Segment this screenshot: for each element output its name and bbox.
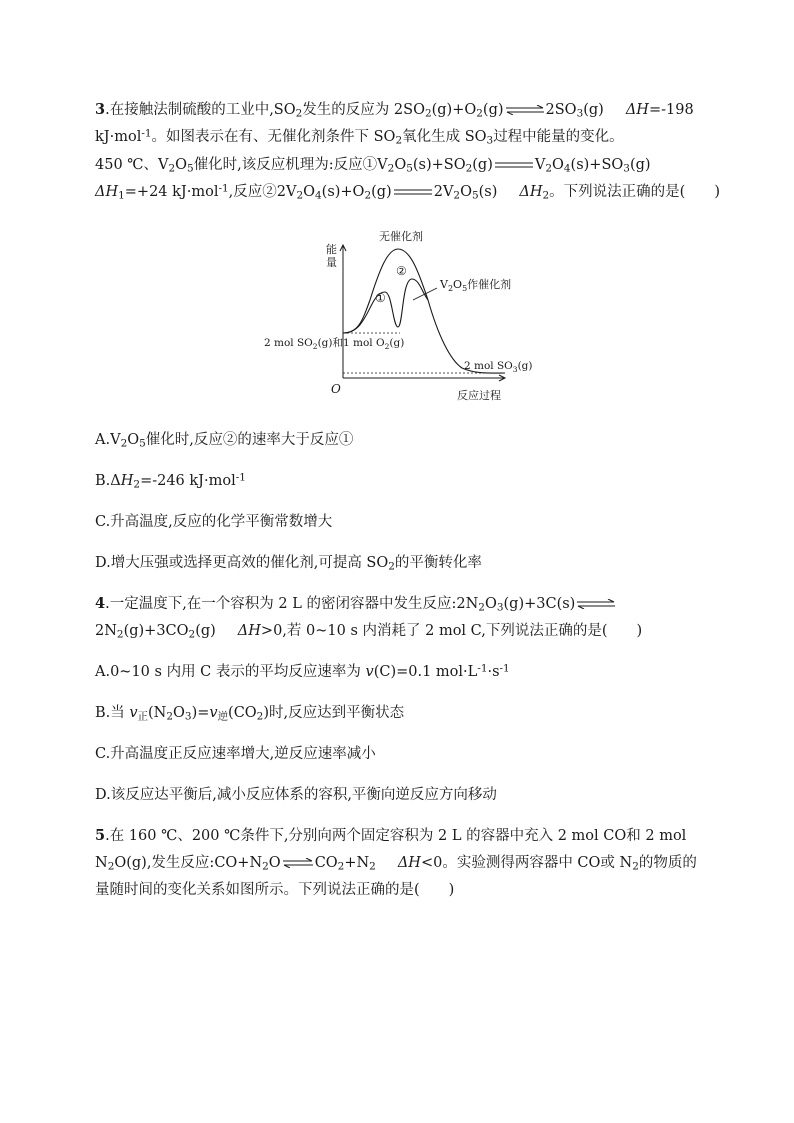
q3-text: (s) (478, 184, 498, 200)
q3-text: =-198 (648, 102, 694, 118)
q3-option-text: A.V (95, 432, 121, 448)
q3-text: ,反应②2V (228, 184, 297, 200)
step-1-marker: ① (375, 291, 386, 305)
q4-option-text: v (365, 664, 374, 680)
q5-text: 量随时间的变化关系如图所示。下列说法正确的是( ) (95, 882, 455, 898)
equilibrium-arrow-icon (282, 858, 314, 868)
sub: 2 (364, 189, 372, 202)
q3-text: 催化时,该反应机理为:反应①V (193, 157, 388, 173)
q3-text: O (460, 184, 472, 200)
q5-number: 5 (95, 827, 106, 844)
x-axis-label: 反应过程 (457, 389, 501, 402)
q3-number: 3 (95, 101, 106, 118)
sub: 4 (315, 189, 322, 202)
uncatalyzed-curve (343, 249, 505, 373)
q3-text: 氧化生成 SO (402, 129, 487, 145)
q3-text: O (303, 184, 315, 200)
q4-option-text: v (209, 705, 218, 721)
sub: 3 (184, 710, 192, 723)
q3-text: 过程中能量的变化。 (493, 129, 624, 145)
sub: 2 (453, 189, 461, 202)
step-2-marker: ② (396, 264, 407, 278)
sub: 5 (406, 162, 413, 175)
sub: 2 (295, 107, 303, 120)
sub: 正 (137, 710, 149, 723)
q4-line-1 (95, 594, 617, 614)
q4-option-text: (N (148, 705, 167, 721)
q4-option-text: O (173, 705, 185, 721)
q4-text: (g) (195, 623, 216, 639)
q3-text: (g) (629, 157, 651, 173)
q4-option-d (95, 785, 497, 805)
q4-option-text: D.该反应达平衡后,减小反应体系的容积,平衡向逆反应方向移动 (95, 787, 497, 803)
sub: 2 (465, 162, 473, 175)
q3-text: O (394, 157, 407, 173)
q4-option-text: C.升高温度正反应速率增大,逆反应速率减小 (95, 746, 376, 762)
sub: 3 (623, 162, 630, 175)
q4-text: 2N (95, 623, 117, 639)
q3-option-text: =-246 kJ·mol (140, 473, 236, 489)
q5-text: CO (314, 855, 338, 871)
sub: 2 (632, 860, 639, 873)
q5-text: +N (344, 855, 370, 871)
sub: 2 (107, 860, 115, 873)
sub: 4 (563, 162, 571, 175)
sub: 2 (168, 162, 176, 175)
q4-text: (g)+3CO (123, 623, 189, 639)
q3-text: .在接触法制硫酸的工业中,SO (105, 102, 296, 118)
sub: 2 (133, 478, 141, 491)
q4-option-text: v (129, 705, 138, 721)
products-label: 2 mol $SO_3(g)$ (464, 360, 533, 374)
sub: 2 (256, 710, 264, 723)
q3-text: (g) (583, 102, 604, 118)
q4-line-2 (95, 621, 642, 641)
q4-text: ΔH (237, 623, 261, 639)
q3-text: 450 ℃、V (95, 157, 169, 173)
y-axis-label: 能 (326, 243, 337, 256)
q3-text: ΔH (95, 184, 119, 200)
sub: 1 (118, 189, 125, 202)
q3-option-c (95, 512, 332, 532)
q5-line-3 (95, 880, 454, 900)
q3-text: O (175, 157, 188, 173)
sub: 3 (486, 134, 494, 147)
q5-text: N (95, 855, 108, 871)
q3-option-b (95, 471, 246, 491)
sub: 2 (166, 710, 174, 723)
q4-option-text: ·s (487, 664, 500, 680)
sub: 2 (478, 601, 485, 614)
q5-line-1 (95, 826, 686, 846)
q3-text: 。下列说法正确的是( ) (549, 184, 720, 200)
q3-option-text: O (127, 432, 140, 448)
y-axis-label: 量 (326, 256, 337, 269)
q4-option-text: (CO (228, 705, 257, 721)
q5-line-2 (95, 853, 697, 873)
sub: 2 (116, 628, 124, 641)
q3-text: (s)+O (321, 184, 365, 200)
q3-option-text: 的平衡转化率 (394, 555, 482, 571)
q5-text: <0。实验测得两容器中 CO或 N (420, 855, 633, 871)
sub: 3 (576, 107, 584, 120)
q4-option-b (95, 703, 404, 723)
q5-text: ΔH (397, 855, 421, 871)
q3-text: V (534, 157, 546, 173)
no-catalyst-label: 无催化剂 (379, 230, 423, 243)
q4-text: O (484, 596, 497, 612)
sub: 2 (120, 437, 128, 450)
sub: 2 (337, 860, 345, 873)
sub: 2 (387, 162, 395, 175)
sup: -1 (141, 127, 152, 140)
q4-text: .一定温度下,在一个容积为 2 L 的密闭容器中发生反应:2N (105, 596, 479, 612)
q5-text: 的物质的 (638, 855, 697, 871)
q5-text: .在 160 ℃、200 ℃条件下,分别向两个固定容积为 2 L 的容器中充入 2 mol CO和 2 mol (105, 828, 687, 844)
q3-text: (g) (472, 157, 493, 173)
q4-option-a (95, 662, 510, 682)
q3-text: 2V (433, 184, 454, 200)
q3-option-text: 催化时,反应②的速率大于反应① (145, 432, 354, 448)
sup: -1 (499, 662, 510, 675)
sub: 5 (471, 189, 479, 202)
reactants-label: 2 mol $SO_2(g)$和1 mol $O_2(g)$ (264, 337, 405, 351)
q5-text: O (268, 855, 281, 871)
q4-option-c (95, 744, 376, 764)
q4-text: >0,若 0~10 s 内消耗了 2 mol C,下列说法正确的是( ) (260, 623, 643, 639)
q3-text: =+24 kJ·mol (124, 184, 219, 200)
sub: 逆 (217, 710, 229, 723)
q4-text: (g)+3C(s) (503, 596, 576, 612)
sub: 2 (424, 107, 432, 120)
q4-option-text: (C)=0.1 mol·L (373, 664, 478, 680)
q3-option-text: H (120, 473, 134, 489)
sup: -1 (218, 182, 229, 195)
q5-text: O(g),发生反应:CO+N (114, 855, 263, 871)
q4-option-text: )时,反应达到平衡状态 (263, 705, 405, 721)
sub: 3 (496, 601, 504, 614)
sub: 5 (139, 437, 146, 450)
q3-text: ΔH (519, 184, 543, 200)
q3-option-text: C.升高温度,反应的化学平衡常数增大 (95, 514, 333, 530)
q3-text: (g)+O (431, 102, 477, 118)
q3-option-a (95, 430, 353, 450)
sub: 2 (188, 628, 196, 641)
q4-option-text: A.0~10 s 内用 C 表示的平均反应速率为 (95, 664, 366, 680)
q3-text: (g) (482, 102, 504, 118)
sub: 2 (395, 134, 403, 147)
sub: 2 (545, 162, 552, 175)
energy-profile-diagram (0, 0, 794, 420)
sub: 2 (388, 560, 395, 573)
origin-label: O (331, 382, 341, 396)
catalyst-label: $V_2O_5$作催化剂 (440, 278, 512, 293)
q3-text: kJ·mol (95, 129, 142, 145)
q3-option-text: B.Δ (95, 473, 121, 489)
q3-text: (s)+SO (570, 157, 624, 173)
q3-text: 2SO (545, 102, 577, 118)
q3-text: O (552, 157, 564, 173)
sub: 2 (262, 860, 269, 873)
q3-text: ΔH (625, 102, 649, 118)
sub: 2 (296, 189, 304, 202)
equilibrium-arrow-icon (576, 599, 616, 609)
catalyzed-curve (343, 279, 428, 333)
q4-option-text: )= (191, 705, 210, 721)
q3-option-d (95, 553, 482, 573)
sub: 2 (369, 860, 376, 873)
q4-number: 4 (95, 595, 106, 612)
sub: 2 (542, 189, 550, 202)
sup: -1 (477, 662, 488, 675)
q3-text: 发生的反应为 2SO (302, 102, 425, 118)
q3-text: (g) (371, 184, 392, 200)
sub: 2 (476, 107, 483, 120)
q3-text: (s)+SO (412, 157, 466, 173)
q3-option-text: D.增大压强或选择更高效的催化剂,可提高 SO (95, 555, 389, 571)
q3-text: 。如图表示在有、无催化剂条件下 SO (151, 129, 396, 145)
q4-option-text: B.当 (95, 705, 130, 721)
sup: -1 (235, 471, 246, 484)
sub: 5 (187, 162, 194, 175)
